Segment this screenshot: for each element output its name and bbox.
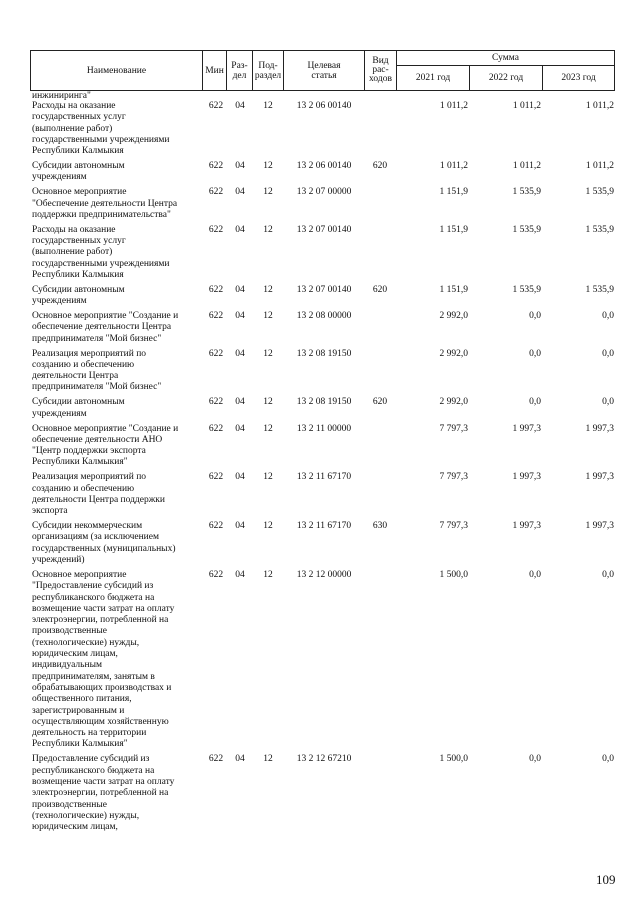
continuation-text: инжиниринга"	[32, 91, 91, 101]
table-row	[30, 754, 614, 833]
row-y2023: 1 535,9	[585, 284, 614, 295]
header-y2021: 2021 год	[397, 66, 470, 91]
row-podrazdel: 12	[263, 472, 273, 483]
table-row	[30, 187, 614, 221]
row-y2021: 7 797,3	[439, 521, 468, 532]
row-y2021: 1 151,9	[439, 284, 468, 295]
row-target: 13 2 07 00140	[296, 284, 352, 295]
header-podrazdel: Под- раздел	[253, 51, 284, 91]
row-target: 13 2 08 19150	[296, 397, 352, 408]
row-target: 13 2 11 67170	[296, 472, 352, 483]
row-y2022: 0,0	[529, 754, 541, 765]
row-name: Субсидии автономным учреждениям	[32, 397, 125, 419]
row-y2022: 1 997,3	[512, 472, 541, 483]
row-razdel: 04	[235, 224, 245, 235]
row-name: Субсидии автономным учреждениям	[32, 284, 125, 307]
header-vid: Вид рас- ходов	[365, 51, 397, 91]
row-vid: 620	[372, 284, 388, 295]
header-summa: Сумма	[397, 51, 615, 66]
table-row	[30, 285, 614, 308]
table-row	[30, 225, 614, 282]
row-target: 13 2 12 00000	[296, 570, 352, 580]
header-y2023: 2023 год	[543, 66, 615, 91]
row-y2021: 1 151,9	[439, 224, 468, 235]
row-podrazdel: 12	[263, 754, 273, 765]
row-target: 13 2 07 00000	[296, 187, 352, 198]
table-row	[30, 161, 614, 184]
row-y2021: 1 151,9	[439, 187, 468, 198]
table-row	[30, 311, 614, 345]
row-podrazdel: 12	[263, 397, 273, 408]
row-min: 622	[208, 348, 224, 359]
row-target: 13 2 06 00140	[296, 161, 352, 172]
row-y2023: 1 997,3	[585, 423, 614, 434]
table-row	[30, 424, 614, 469]
row-y2023: 0,0	[602, 397, 614, 408]
row-y2022: 0,0	[529, 311, 541, 322]
row-name: Расходы на оказание государственных услуг (выполнение работ) государственными учреждениями Республики Калмыкия	[32, 101, 170, 157]
row-y2022: 0,0	[529, 348, 541, 359]
row-vid: 630	[372, 521, 388, 532]
row-name: Основное мероприятие "Создание и обеспечение деятельности Центра предпринимателя "Мой бизнес"	[32, 311, 179, 344]
row-razdel: 04	[235, 161, 245, 172]
row-y2021: 1 500,0	[439, 754, 468, 765]
row-podrazdel: 12	[263, 423, 273, 434]
page-number: 109	[596, 872, 616, 887]
row-y2022: 1 535,9	[512, 224, 541, 235]
row-min: 622	[208, 161, 224, 172]
row-y2023: 0,0	[602, 570, 614, 580]
row-podrazdel: 12	[263, 570, 273, 580]
table-row	[30, 101, 614, 158]
row-y2022: 0,0	[529, 397, 541, 408]
row-podrazdel: 12	[263, 311, 273, 322]
row-name: Основное мероприятие "Предоставление субсидий из республиканского бюджета на возмещение части затрат на оплату электроэнергии, потребленной на производственные (технологические) нужды, юридическим лицам, индивидуальным предпринимателям, занятым в обрабатывающих производствах и общественного питания, зарегистрированным и осуществляющим хозяйственную деятельность на территории Республики Калмыкия"	[32, 570, 175, 750]
row-y2021: 2 992,0	[439, 397, 468, 408]
row-y2022: 1 535,9	[512, 284, 541, 295]
row-razdel: 04	[235, 472, 245, 483]
row-name: Субсидии автономным учреждениям	[32, 161, 125, 183]
row-min: 622	[208, 311, 224, 322]
header-target: Целевая статья	[284, 51, 365, 91]
row-y2021: 7 797,3	[439, 472, 468, 483]
row-y2021: 1 500,0	[439, 570, 468, 580]
row-podrazdel: 12	[263, 161, 273, 172]
row-target: 13 2 11 00000	[296, 423, 352, 434]
row-razdel: 04	[235, 570, 245, 580]
row-min: 622	[208, 284, 224, 295]
header-y2022: 2022 год	[470, 66, 543, 91]
row-min: 622	[208, 423, 224, 434]
row-y2021: 2 992,0	[439, 311, 468, 322]
row-y2021: 2 992,0	[439, 348, 468, 359]
row-target: 13 2 07 00140	[296, 224, 352, 235]
row-min: 622	[208, 570, 224, 580]
row-min: 622	[208, 521, 224, 532]
row-y2023: 0,0	[602, 754, 614, 765]
row-name: Расходы на оказание государственных услуг (выполнение работ) государственными учреждениями Республики Калмыкия	[32, 224, 170, 280]
row-razdel: 04	[235, 311, 245, 322]
table-row	[30, 349, 614, 394]
row-target: 13 2 06 00140	[296, 101, 352, 111]
table-row	[30, 397, 614, 420]
row-name: Предоставление субсидий из республиканского бюджета на возмещение части затрат на оплату электроэнергии, потребленной на производственные (технологические) нужды, юридическим лицам,	[32, 754, 175, 833]
row-y2022: 1 535,9	[512, 187, 541, 198]
row-min: 622	[208, 397, 224, 408]
row-target: 13 2 12 67210	[296, 754, 352, 765]
row-razdel: 04	[235, 423, 245, 434]
table-header	[30, 50, 615, 91]
row-min: 622	[208, 101, 224, 111]
row-target: 13 2 08 19150	[296, 348, 352, 359]
row-podrazdel: 12	[263, 187, 273, 198]
row-y2022: 1 011,2	[512, 101, 541, 111]
row-target: 13 2 11 67170	[296, 521, 352, 532]
row-y2022: 1 011,2	[512, 161, 541, 172]
row-razdel: 04	[235, 348, 245, 359]
row-y2023: 0,0	[602, 311, 614, 322]
row-podrazdel: 12	[263, 348, 273, 359]
row-podrazdel: 12	[263, 284, 273, 295]
row-razdel: 04	[235, 284, 245, 295]
row-y2023: 1 011,2	[585, 161, 614, 172]
row-vid: 620	[372, 161, 388, 172]
row-y2022: 1 997,3	[512, 423, 541, 434]
row-razdel: 04	[235, 101, 245, 111]
row-y2023: 1 997,3	[585, 472, 614, 483]
row-razdel: 04	[235, 397, 245, 408]
header-razdel: Раз- дел	[227, 51, 253, 91]
row-name: Основное мероприятие "Обеспечение деятельности Центра поддержки предпринимательства"	[32, 187, 178, 220]
row-min: 622	[208, 187, 224, 198]
row-podrazdel: 12	[263, 101, 273, 111]
row-name: Субсидии некоммерческим организациям (за исключением государственных (муниципальных) учреждений)	[32, 521, 176, 566]
row-y2023: 1 997,3	[585, 521, 614, 532]
row-target: 13 2 08 00000	[296, 311, 352, 322]
row-name: Реализация мероприятий по созданию и обеспечению деятельности Центра поддержки экспорта	[32, 472, 165, 517]
row-razdel: 04	[235, 521, 245, 532]
row-razdel: 04	[235, 187, 245, 198]
row-podrazdel: 12	[263, 521, 273, 532]
table-row	[30, 472, 614, 517]
row-podrazdel: 12	[263, 224, 273, 235]
header-min: Мин	[203, 51, 227, 91]
row-y2021: 1 011,2	[439, 161, 468, 172]
row-y2021: 1 011,2	[439, 101, 468, 111]
row-y2023: 1 535,9	[585, 187, 614, 198]
row-razdel: 04	[235, 754, 245, 765]
row-name: Основное мероприятие "Создание и обеспечение деятельности АНО "Центр поддержки экспорта Республики Калмыкия"	[32, 423, 179, 468]
row-min: 622	[208, 224, 224, 235]
row-y2023: 1 011,2	[585, 101, 614, 111]
row-min: 622	[208, 472, 224, 483]
table-row	[30, 570, 614, 751]
row-y2021: 7 797,3	[439, 423, 468, 434]
row-vid: 620	[372, 397, 388, 408]
header-name: Наименование	[31, 51, 203, 91]
row-y2023: 1 535,9	[585, 224, 614, 235]
row-min: 622	[208, 754, 224, 765]
row-y2022: 1 997,3	[512, 521, 541, 532]
row-name: Реализация мероприятий по созданию и обеспечению деятельности Центра предпринимателя "Мой бизнес"	[32, 348, 162, 393]
row-y2022: 0,0	[529, 570, 541, 580]
row-y2023: 0,0	[602, 348, 614, 359]
table-row	[30, 521, 614, 566]
